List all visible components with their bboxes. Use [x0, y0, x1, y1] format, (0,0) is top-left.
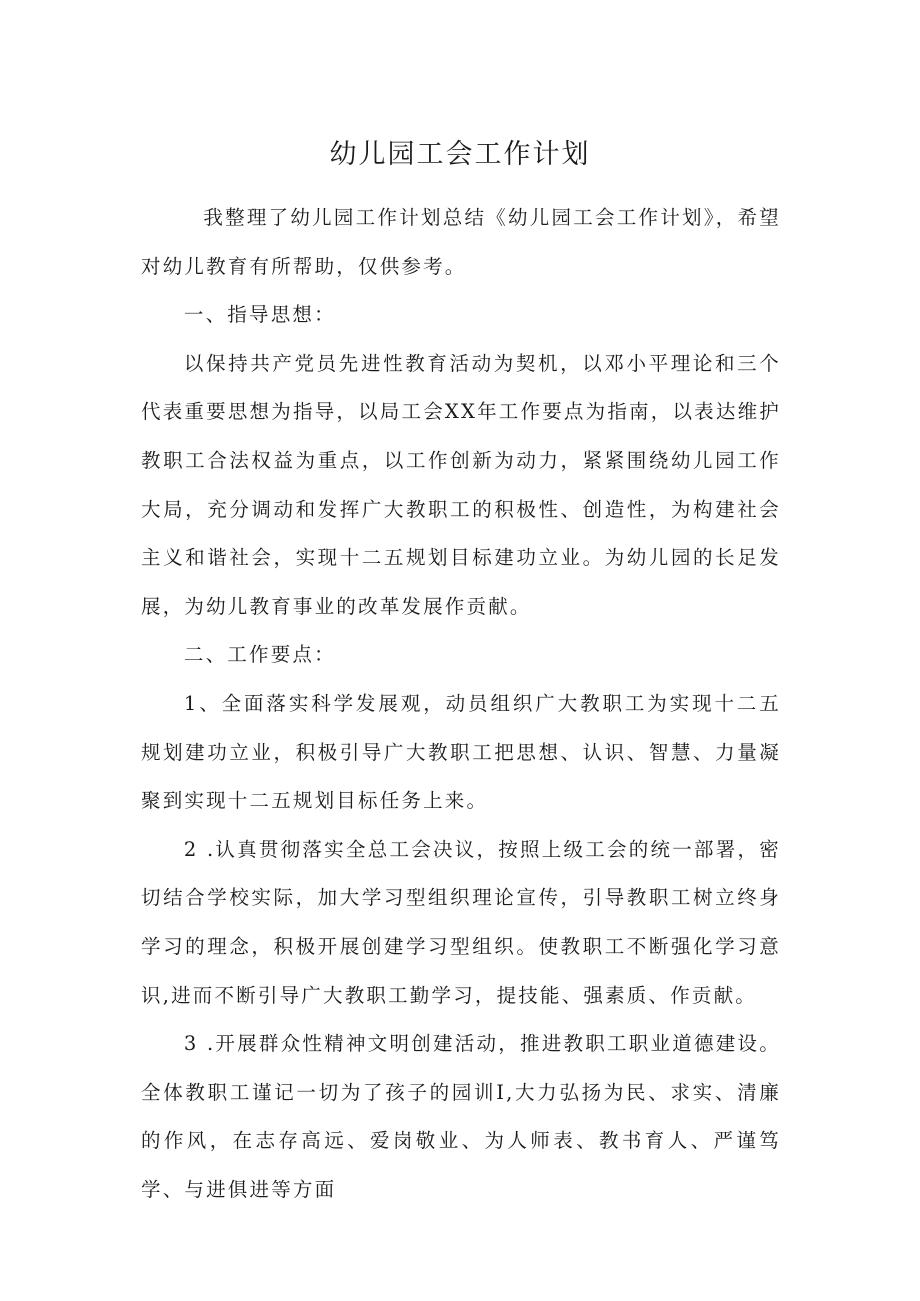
document-body [141, 194, 781, 1214]
document-title: 幼儿园工会工作计划 [329, 139, 591, 170]
section-heading-guiding-thought: 一、指导思想： [183, 303, 336, 327]
work-point-3: 3 .开展群众性精神文明创建活动，推进教职工职业道德建设。全体教职工谨记一切为了孩子的园训I,大力弘扬为民、求实、清廉的作风，在志存高远、爱岗敬业、为人师表、教书育人、严谨笃学、与进俱进等方面 [141, 1032, 781, 1201]
section-heading-work-points: 二、工作要点： [183, 643, 336, 667]
work-point-2: 2 .认真贯彻落实全总工会决议，按照上级工会的统一部署，密切结合学校实际，加大学习型组织理论宣传，引导教职工树立终身学习的理念，积极开展创建学习型组织。使教职工不断强化学习意识,进而不断引导广大教职工勤学习，提技能、强素质、作贡献。 [141, 837, 781, 1007]
intro-paragraph: 我整理了幼儿园工作计划总结《幼儿园工会工作计划》，希望对幼儿教育有所帮助，仅供参考。 [141, 206, 781, 278]
work-point-1: 1、全面落实科学发展观，动员组织广大教职工为实现十二五规划建功立业，积极引导广大教职工把思想、认识、智慧、力量凝聚到实现十二五规划目标任务上来。 [141, 691, 781, 813]
guiding-thought-paragraph: 以保持共产党员先进性教育活动为契机，以邓小平理论和三个代表重要思想为指导，以局工会XX年工作要点为指南，以表达维护教职工合法权益为重点，以工作创新为动力，紧紧围绕幼儿园工作大局，充分调动和发挥广大教职工的积极性、创造性，为构建社会主义和谐社会，实现十二五规划目标建功立业。为幼儿园的长足发展，为幼儿教育事业的改革发展作贡献。 [141, 351, 781, 618]
